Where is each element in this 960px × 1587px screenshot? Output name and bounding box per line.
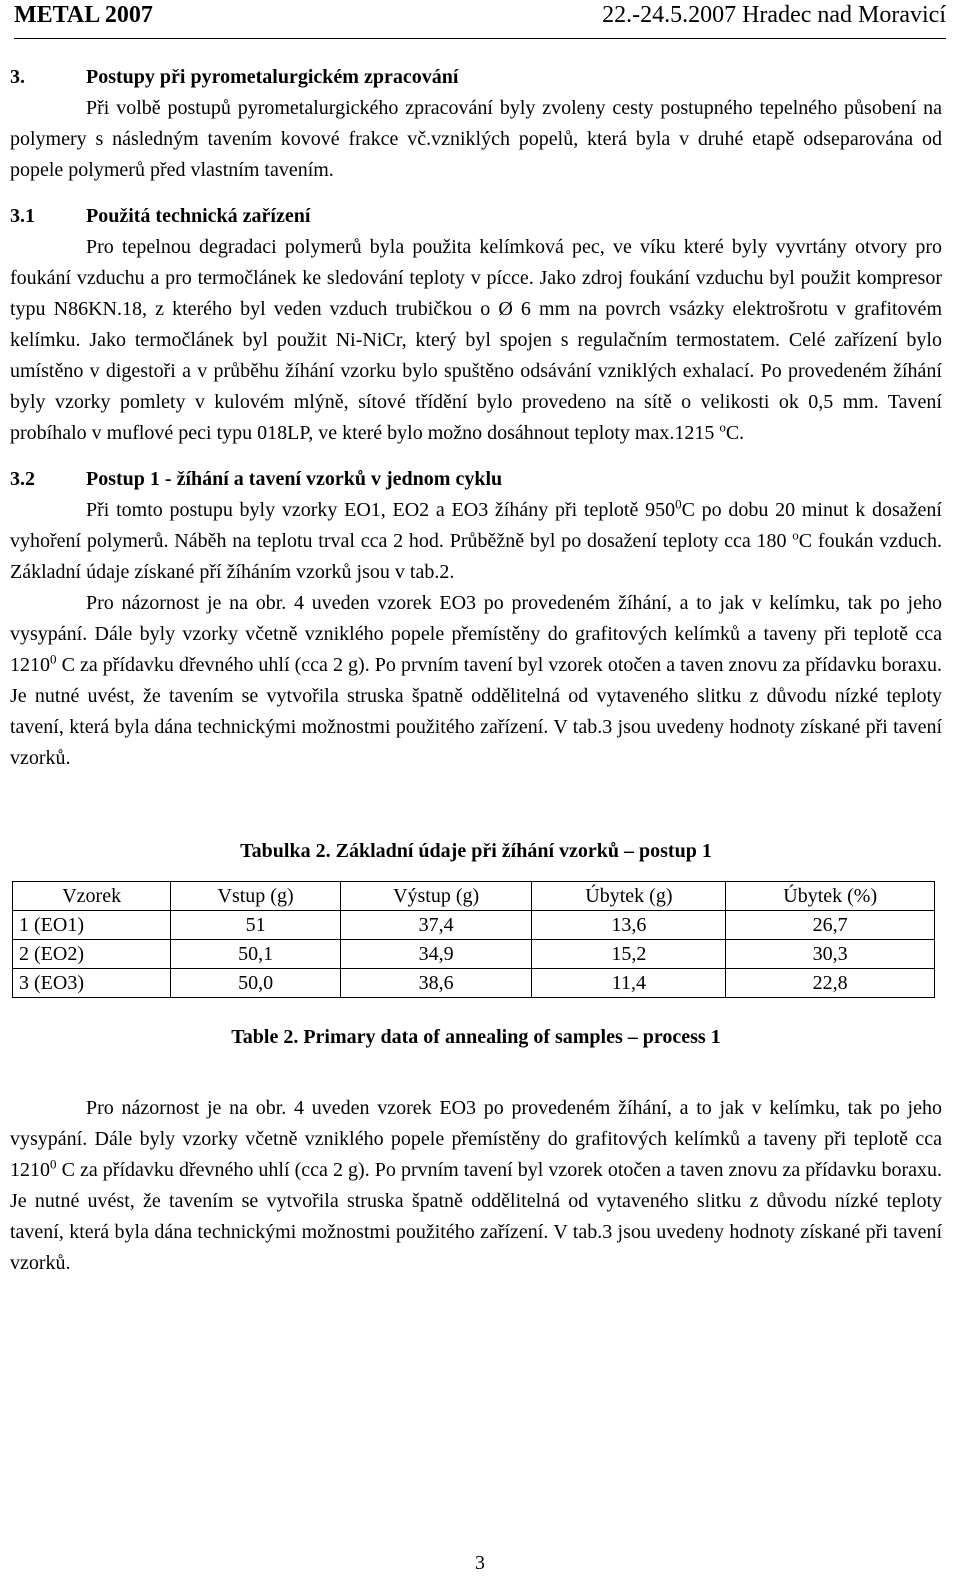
repeated-paragraph: Pro názornost je na obr. 4 uveden vzorek EO3 po provedeném žíhání, a to jak v kelímku, tak po jeho vysypání. Dále byly vzorky včetně vzniklého popele přemístěny do grafitových kelímků a taveny při teplotě cca 1210$^0$ C za přídavku dřevného uhlí (cca 2 g). Po prvním tavení byl vzorek otočen a taven znovu za přídavku boraxu. Je nutné uvést, že tavením se vytvořila struska špatně oddělitelná od vytaveného slitku z důvodu nízké teploty tavení, která byla dána technickými možnostmi použitého zařízení. V tab.3 jsou uvedeny hodnoty získané při tavení vzorků.: [10, 1097, 942, 1274]
table-row: [13, 969, 935, 998]
table-cell: 15,2: [532, 940, 726, 969]
table-header-cell: Úbytek (g): [532, 882, 726, 911]
table-header-cell: Výstup (g): [340, 882, 532, 911]
table-header-cell: Vzorek: [13, 882, 171, 911]
section-title: Postupy při pyrometalurgickém zpracování: [86, 66, 459, 88]
section-3-paragraph: Při volbě postupů pyrometalurgického zpracování byly zvoleny cesty postupného tepelného působení na polymery s následným tavením kovové frakce vč.vzniklých popelů, která byla v druhé etapě odseparována od popele polymerů před vlastním tavením.: [10, 97, 942, 181]
section-number: 3.: [10, 66, 25, 88]
table-cell: 3 (EO3): [13, 969, 171, 998]
section-number: 3.1: [10, 205, 35, 227]
section-title: Postup 1 - žíhání a tavení vzorků v jednom cyklu: [86, 468, 503, 490]
table-caption-en: Table 2. Primary data of annealing of samples – process 1: [231, 1026, 721, 1048]
table-header-cell: Vstup (g): [171, 882, 341, 911]
table-cell: 26,7: [726, 911, 935, 940]
section-3-2-paragraph-2: Pro názornost je na obr. 4 uveden vzorek EO3 po provedeném žíhání, a to jak v kelímku, tak po jeho vysypání. Dále byly vzorky včetně vzniklého popele přemístěny do grafitových kelímků a taveny při teplotě cca 1210$^0$ C za přídavku dřevného uhlí (cca 2 g). Po prvním tavení byl vzorek otočen a taven znovu za přídavku boraxu. Je nutné uvést, že tavením se vytvořila struska špatně oddělitelná od vytaveného slitku z důvodu nízké teploty tavení, která byla dána technickými možnostmi použitého zařízení. V tab.3 jsou uvedeny hodnoty získané při tavení vzorků.: [10, 592, 942, 769]
table-cell: 51: [171, 911, 341, 940]
annealing-data-table: [12, 881, 935, 998]
section-3-2-heading: [10, 464, 942, 495]
page-content: [10, 62, 942, 1279]
table-header-row: [13, 882, 935, 911]
table-cell: 37,4: [340, 911, 532, 940]
table-cell: 11,4: [532, 969, 726, 998]
section-3-1-heading: [10, 201, 942, 232]
table-row: [13, 911, 935, 940]
conference-date-place: 22.-24.5.2007 Hradec nad Moravicí: [602, 2, 946, 28]
section-3-heading: [10, 62, 942, 93]
section-title: Použitá technická zařízení: [86, 205, 311, 227]
table-header-cell: Úbytek (%): [726, 882, 935, 911]
table-cell: 38,6: [340, 969, 532, 998]
table-cell: 50,1: [171, 940, 341, 969]
section-3-1-paragraph: Pro tepelnou degradaci polymerů byla použita kelímková pec, ve víku které byly vyvrtány otvory pro foukání vzduchu a pro termočlánek ke sledování teploty v pícce. Jako zdroj foukání vzduchu byl použit kompresor typu N86KN.18, z kterého byl veden vzduch trubičkou o Ø 6 mm na povrch vsázky elektrošrotu v grafitovém kelímku. Jako termočlánek byl použit Ni-NiCr, který byl spojen s regulačním termostatem. Celé zařízení bylo umístěno v digestoři a v průběhu žíhání vzorku bylo spuštěno odsávání vzniklých exhalací. Po provedeném žíhání byly vzorky pomlety v kulovém mlýně, sítové třídění bylo provedeno na sítě o velikosti ok 0,5 mm. Tavení probíhalo v muflové peci typu 018LP, ve které bylo možno dosáhnout teploty max.1215 $^o$C.: [10, 236, 942, 444]
table-caption-cz: Tabulka 2. Základní údaje při žíhání vzorků – postup 1: [240, 840, 712, 862]
page-header: [14, 0, 946, 39]
table-cell: 1 (EO1): [13, 911, 171, 940]
table-cell: 34,9: [340, 940, 532, 969]
table-cell: 50,0: [171, 969, 341, 998]
table-cell: 13,6: [532, 911, 726, 940]
section-3-2-paragraph-1: Při tomto postupu byly vzorky EO1, EO2 a EO3 žíhány při teplotě $950^0C$ po dobu 20 minut k dosažení vyhoření polymerů. Náběh na teplotu trval cca 2 hod. Průběžně byl po dosažení teploty cca 180 $^o$C foukán vzduch. Základní údaje získané pří žíháním vzorků jsou v tab.2.: [10, 496, 942, 583]
table-cell: 22,8: [726, 969, 935, 998]
table-cell: 30,3: [726, 940, 935, 969]
table-row: [13, 940, 935, 969]
table-cell: 2 (EO2): [13, 940, 171, 969]
page-number: 3: [475, 1552, 485, 1574]
conference-name: METAL 2007: [14, 2, 153, 28]
section-number: 3.2: [10, 468, 35, 490]
